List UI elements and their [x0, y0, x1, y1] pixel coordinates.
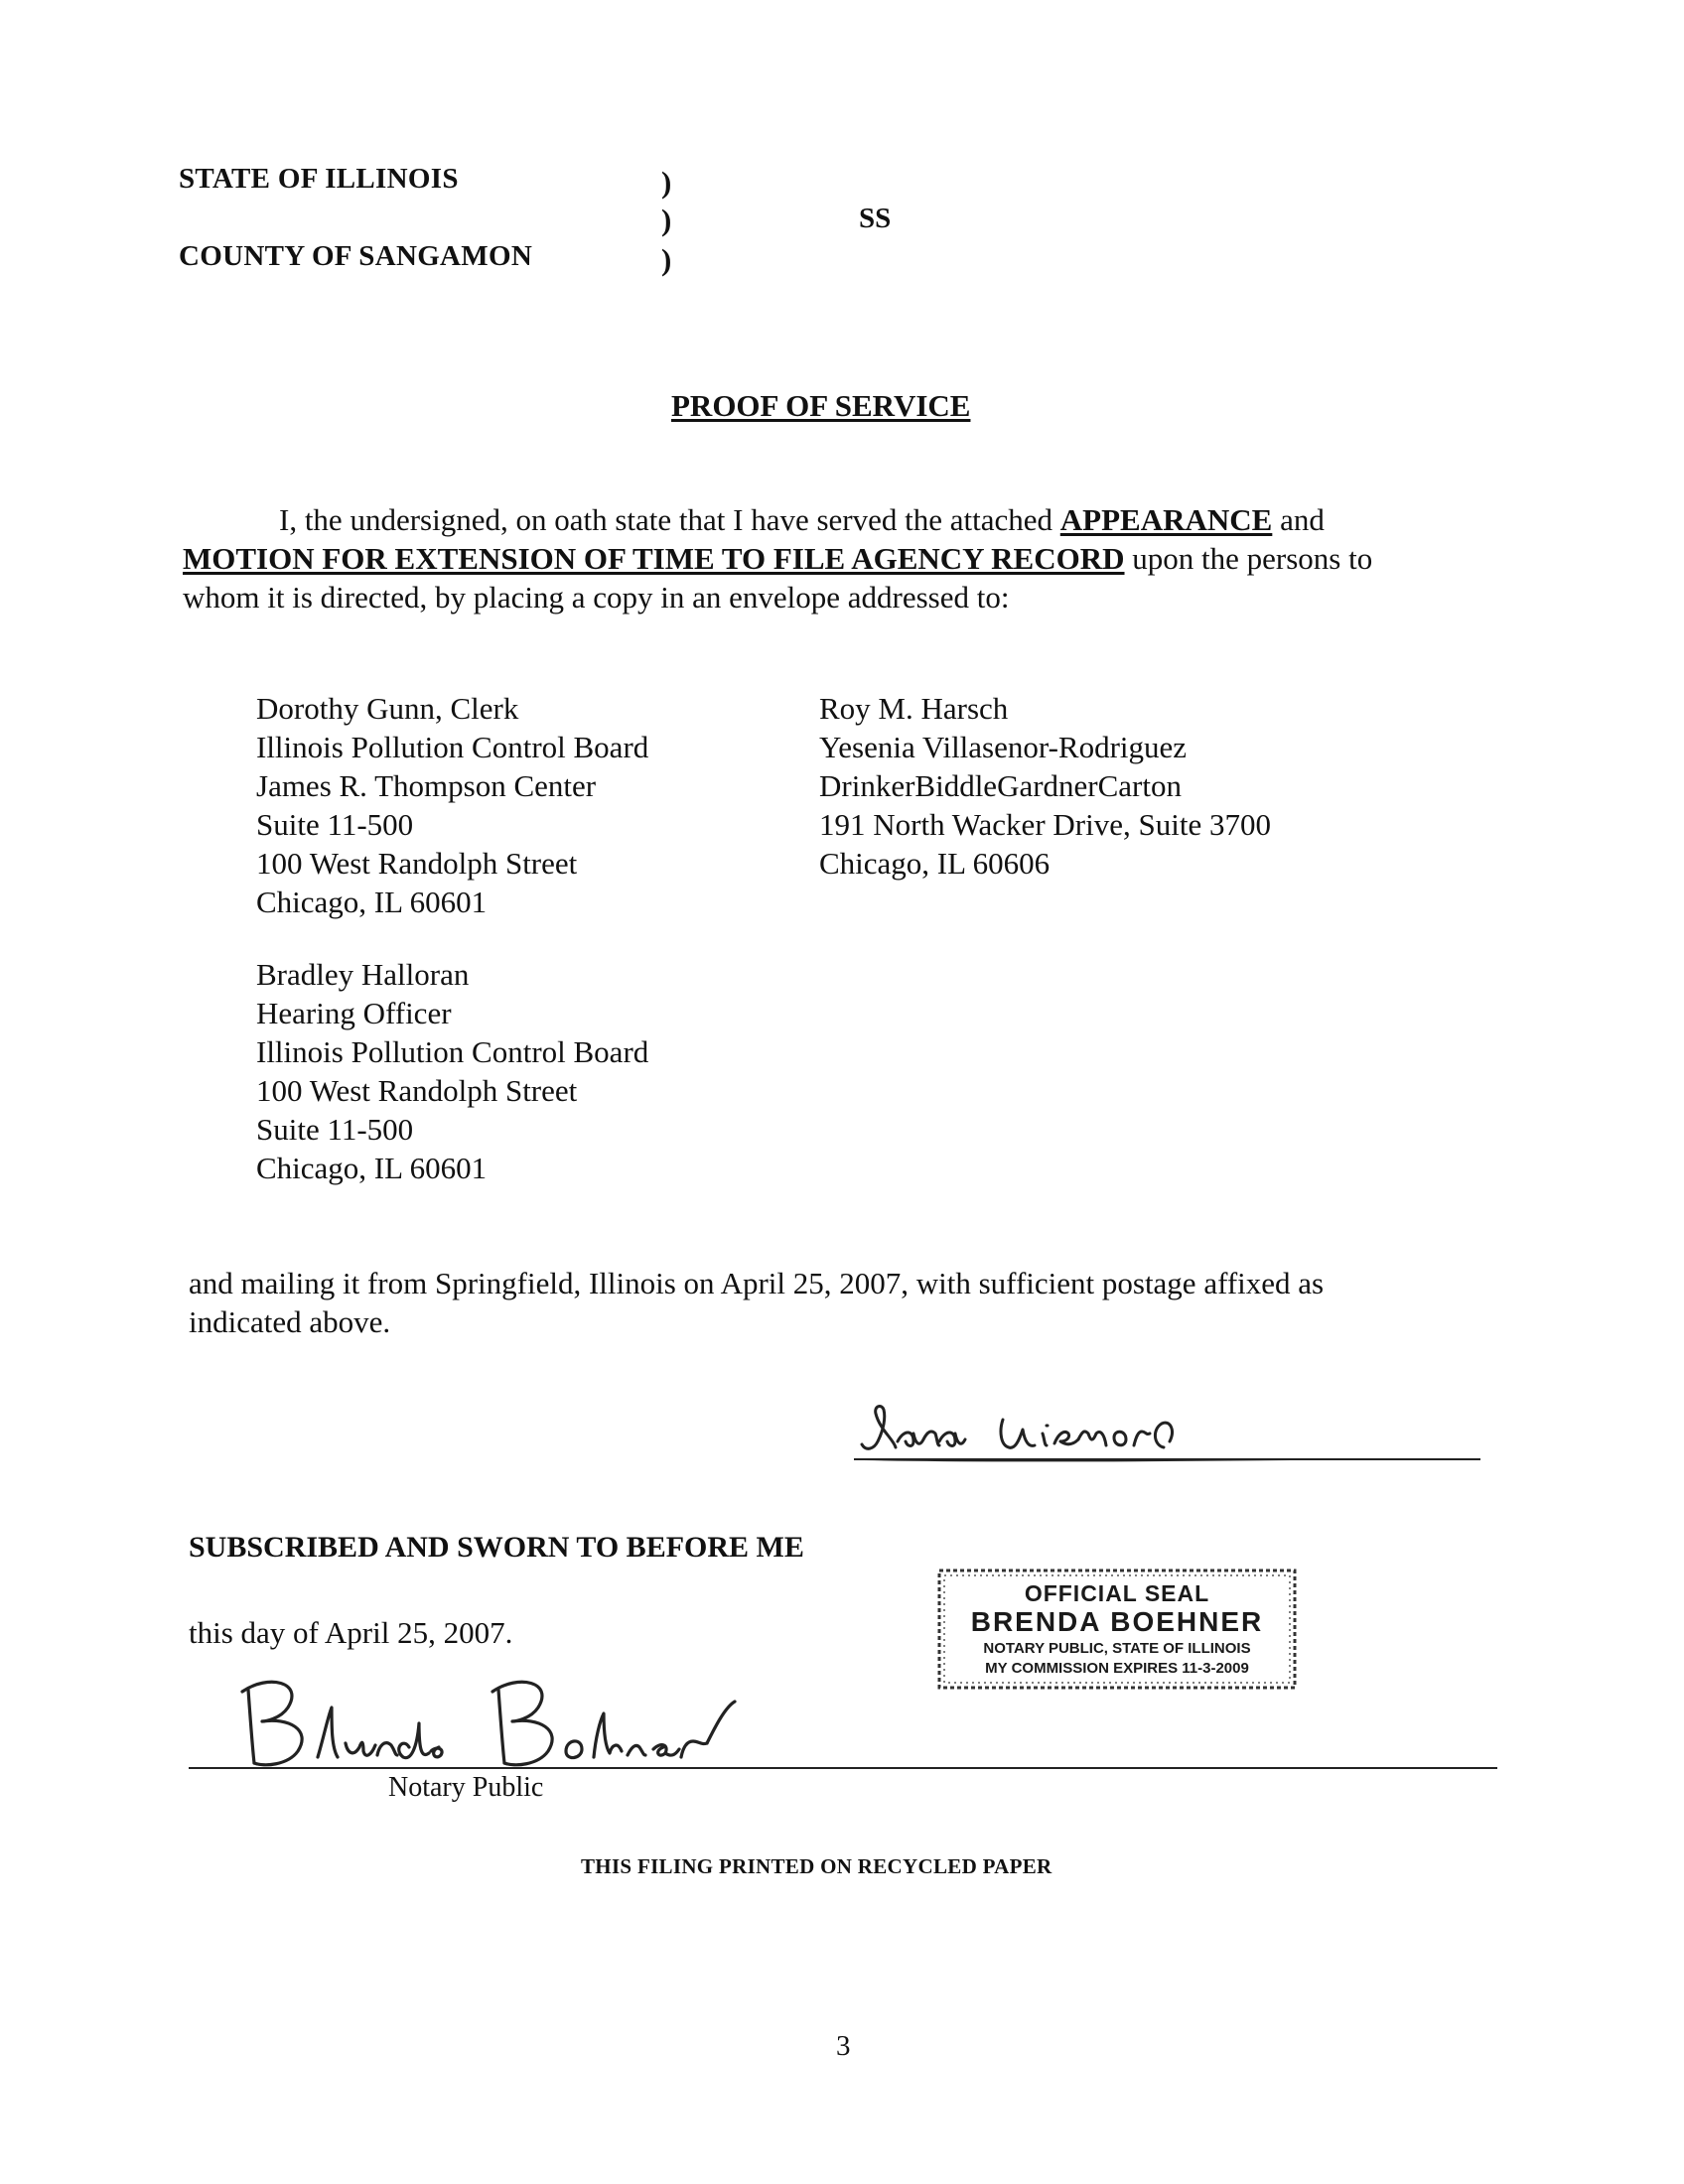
address-line: James R. Thompson Center [256, 768, 597, 803]
address-line: Chicago, IL 60601 [256, 1151, 488, 1185]
seal-line-official: OFFICIAL SEAL [1024, 1580, 1210, 1606]
address-line: Bradley Halloran [256, 957, 470, 992]
caption-paren-2: ) [661, 203, 672, 237]
address-line: Hearing Officer [256, 996, 452, 1030]
intro-text-1: I, the undersigned, on oath state that I have served the attached [279, 502, 1060, 537]
signer-signature-line [854, 1458, 1480, 1460]
notary-label: Notary Public [388, 1772, 544, 1803]
address-line: Dorothy Gunn, Clerk [256, 691, 519, 726]
caption-state: STATE OF ILLINOIS [179, 163, 459, 195]
caption-county: COUNTY OF SANGAMON [179, 240, 533, 272]
caption-paren-3: ) [661, 242, 672, 277]
mailing-line-2: indicated above. [189, 1304, 391, 1339]
address-line: Chicago, IL 60601 [256, 885, 488, 919]
address-block-counsel [819, 689, 1271, 883]
intro-text-2: and [1272, 502, 1325, 537]
notary-signature-line [189, 1767, 1497, 1769]
seal-line-name: BRENDA BOEHNER [970, 1606, 1264, 1637]
address-line: 100 West Randolph Street [256, 1073, 578, 1108]
document-title: PROOF OF SERVICE [671, 388, 971, 423]
notary-signature [228, 1668, 765, 1777]
seal-line-notary: NOTARY PUBLIC, STATE OF ILLINOIS [983, 1640, 1251, 1657]
caption-ss: SS [859, 203, 892, 234]
page-number: 3 [836, 2030, 851, 2062]
intro-line-3: whom it is directed, by placing a copy in an envelope addressed to: [183, 580, 1010, 614]
address-line: 191 North Wacker Drive, Suite 3700 [819, 807, 1271, 842]
appearance-emphasis: APPEARANCE [1059, 502, 1273, 537]
signer-signature [854, 1390, 1311, 1469]
mailing-line-1: and mailing it from Springfield, Illinois on April 25, 2007, with sufficient postage affixed as [189, 1266, 1325, 1300]
address-line: 100 West Randolph Street [256, 846, 578, 881]
address-line: Illinois Pollution Control Board [256, 1034, 649, 1069]
jurat-heading: SUBSCRIBED AND SWORN TO BEFORE ME [189, 1531, 804, 1564]
address-line: Illinois Pollution Control Board [256, 730, 649, 764]
address-line: Roy M. Harsch [819, 691, 1009, 726]
caption-paren-1: ) [661, 165, 672, 200]
address-block-hearing-officer [256, 955, 648, 1187]
address-line: Suite 11-500 [256, 807, 414, 842]
address-line: DrinkerBiddleGardnerCarton [819, 768, 1182, 803]
address-line: Suite 11-500 [256, 1112, 414, 1147]
address-block-clerk [256, 689, 648, 921]
seal-line-expires: MY COMMISSION EXPIRES 11-3-2009 [985, 1660, 1249, 1677]
intro-line-2 [183, 539, 1372, 578]
motion-emphasis: MOTION FOR EXTENSION OF TIME TO FILE AGENCY RECORD [183, 541, 1125, 576]
intro-text-3: upon the persons to [1124, 541, 1373, 576]
notary-seal-stamp [933, 1561, 1301, 1700]
address-line: Chicago, IL 60606 [819, 846, 1051, 881]
recycled-paper-note: THIS FILING PRINTED ON RECYCLED PAPER [581, 1854, 1052, 1878]
intro-line-1 [279, 500, 1325, 539]
address-line: Yesenia Villasenor-Rodriguez [819, 730, 1188, 764]
jurat-date-line: this day of April 25, 2007. [189, 1615, 513, 1650]
